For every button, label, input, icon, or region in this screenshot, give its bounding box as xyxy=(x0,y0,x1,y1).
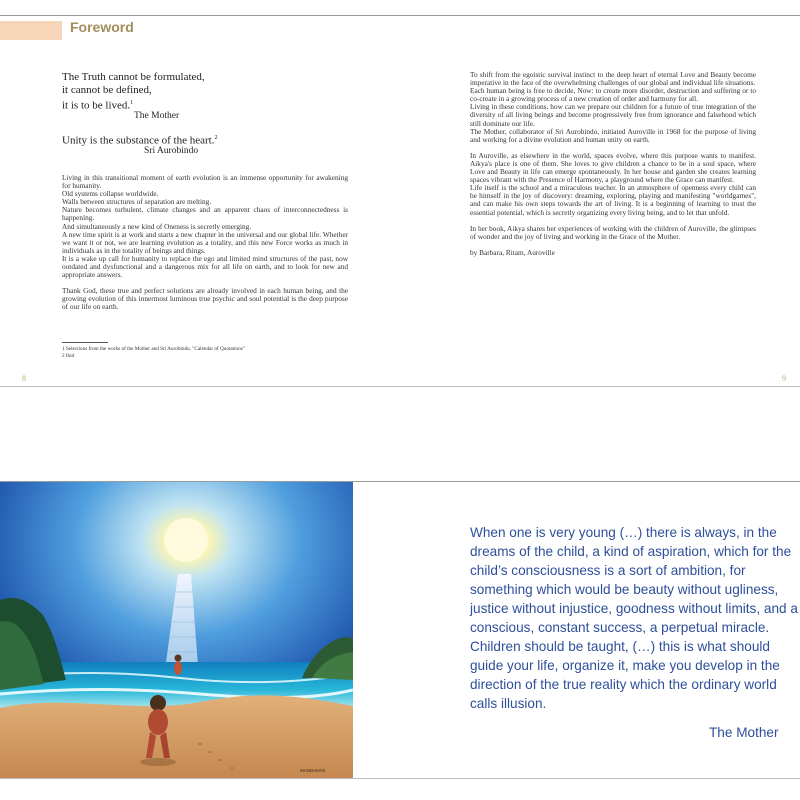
epigraph-line: it cannot be defined, xyxy=(62,84,152,96)
page-number-left: 8 xyxy=(22,374,26,383)
heading-band xyxy=(0,21,62,40)
mother-quote: When one is very young (…) there is always, in the dreams of the child, a kind of aspiration, which for the child’s consciousness is a sort of ambition, for something which would be beauty without ugliness, justice without injustice, goodness without limits, and a conscious, constant success, a perpetual miracle. Children should be taught, (…) this is what should guide your life, organize it, make you develop in the direction of the true reality which the ordinary world calls illusion. xyxy=(470,525,798,711)
footnote-mark: 2 xyxy=(214,135,218,141)
quote-spread xyxy=(0,481,800,779)
byline: by Barbara, Ritam, Auroville xyxy=(470,247,555,257)
footnote-rule xyxy=(62,342,108,343)
quote-attribution: The Mother xyxy=(709,725,779,740)
epigraph-mother xyxy=(62,71,205,113)
foreword-body-right: To shift from the egoistic survival instinct to the deep heart of eternal Love and Beauty become imperative in the face of the overwhelming challenges of our global and individual life situations. Each human being is free to decide, Now: to create more disorder, destruction and suffering or to co-create in a growing process of a new creation of order and harmony for all. Living in these conditions, how can we prepare our children for a future of true integration of the diversity of all living beings and become progressively free from ignorance and falsehood which still dominate our life. The Mother, collaborator of Sri Aurobindo, initiated Auroville in 1968 for the purpose of living and working for a divine evolution and human unity on earth. In Auroville, as elsewhere in the world, spaces evolve, where this purpose wants to manifest. Aikya's place is one of them. She loves to give children a chance to be in a soul space, where Love and Beauty in life can emerge spontaneously. In her house and garden she creates learning spaces vibrant with the Presence of Harmony, a playground where the Grace can manifest. Life itself is the school and a miraculous teacher. In an atmosphere of openness every child can be himself in the joy of discovery: dreaming, exploring, playing and manifesting "worldgames", and can make his own steps towards the art of living. It is a beginning of learning to trust the essential potential, which is secretly organizing every living being, and to let that unfold. In her book, Aikya shares her experiences of working with the children of Auroville, the glimpses of wonder and the joy of living and working in the Grace of the Mother. by Barbara, Ritam, Auroville xyxy=(470,70,756,257)
footnote: 1 Selections from the works of the Mother and Sri Aurobindo, "Calendar of Quotations" xyxy=(62,346,245,352)
epigraph-attribution: Sri Aurobindo xyxy=(144,146,199,156)
footnote-mark: 1 xyxy=(130,100,134,106)
section-title: Foreword xyxy=(70,19,134,35)
painting-signature: MANDAKINI xyxy=(300,768,326,773)
footnotes xyxy=(62,346,245,360)
page-number-right: 9 xyxy=(782,374,786,383)
epigraph-line: The Truth cannot be formulated, xyxy=(62,71,205,83)
painting-image xyxy=(0,482,353,778)
epigraph-line: it is to be lived.$^1$ xyxy=(62,99,134,112)
footnote: 2 Ibid xyxy=(62,353,75,359)
epigraph-aurobindo: Unity is the substance of the heart.$^2$ xyxy=(62,134,218,147)
foreword-body-left: Living in this transitional moment of earth evolution is an immense opportunity for awakening for humanity. Old systems collapse worldwide. Walls between structures of separation are melting. Nature becomes turbulent, climate changes and an apparent chaos of interconnectedness is happening. And simultaneously a new kind of Oneness is secretly emerging. A new time spirit is at work and starts a new chapter in the universal and our global life. Whether we want it or not, we are learning evolution as a totality, and this new Force works as much in individuals as in the totality of beings and things. It is a wake up call for humanity to replace the ego and limited mind structures of the past, now outdated and dysfunctional and a dangerous mix for all life on earth, and to look for new and appropriate answers. Thank God, these true and perfect solutions are already involved in each human being, and the growing evolution of this innermost luminous true psychic and soul potential is the deep purpose of our life on earth. xyxy=(62,173,348,312)
foreword-spread xyxy=(0,15,800,387)
epigraph-attribution: The Mother xyxy=(134,111,180,121)
